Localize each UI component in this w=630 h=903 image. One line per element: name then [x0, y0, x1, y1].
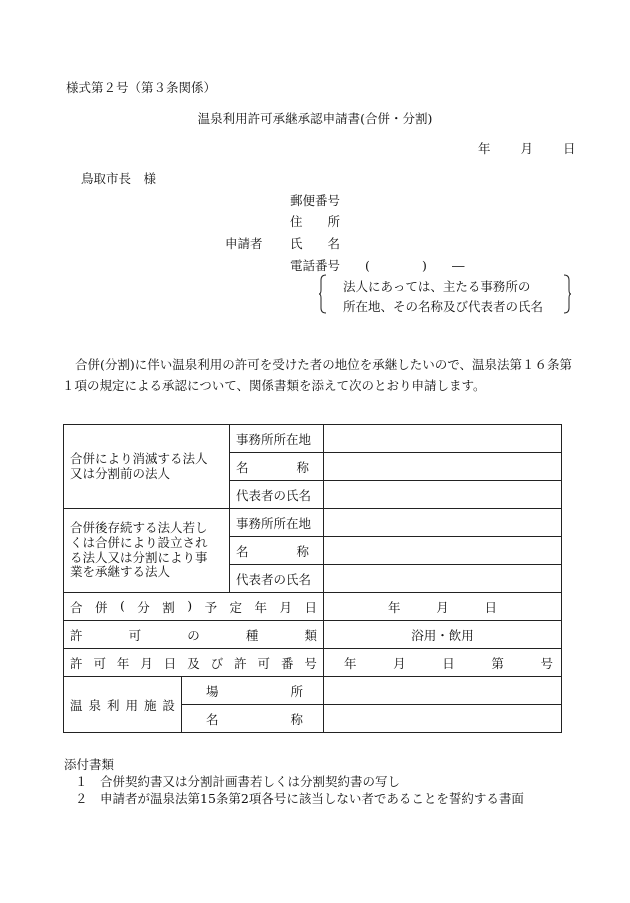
extinct-rep-label: 代表者の氏名 [230, 481, 324, 509]
corporate-note-line-2: 所在地、その名称及び代表者の氏名 [343, 299, 544, 314]
attachment-item-1: １ 合併契約書又は分割計画書若しくは分割契約書の写し [75, 774, 401, 789]
phone-open-paren: ( [365, 258, 370, 273]
facility-label: 温 泉 利 用 施 設 [64, 677, 182, 733]
phone-label: 電話番号 [290, 258, 341, 273]
date-year-label: 年 [478, 141, 491, 156]
application-date [478, 141, 576, 156]
surviving-name-label: 名 称 [230, 537, 324, 565]
document-title: 温泉利用許可承継承認申請書(合併・分割) [197, 111, 433, 126]
phone-dash: ― [452, 258, 465, 273]
corporate-note-line-1: 法人にあっては、主たる事務所の [343, 279, 531, 294]
date-month-label: 月 [520, 141, 534, 156]
facility-name-label: 名 称 [182, 705, 324, 733]
surviving-office-label: 事務所所在地 [230, 509, 324, 537]
extinct-corp-label: 合併により消滅する法人 又は分割前の法人 [64, 425, 230, 509]
addressee: 鳥取市長 様 [81, 171, 157, 186]
facility-place-field[interactable] [324, 677, 562, 705]
name-label: 氏 名 [290, 236, 341, 251]
surviving-rep-label: 代表者の氏名 [230, 565, 324, 593]
phone-close-paren: ) [422, 258, 427, 273]
date-day-label: 日 [563, 141, 576, 156]
application-statement [62, 354, 574, 396]
attachment-item-2: ２ 申請者が温泉法第15条第2項各号に該当しない者であることを誓約する書面 [75, 791, 524, 806]
permit-date-number-field[interactable]: 年 月 日 第 号 [324, 649, 562, 677]
corporate-note [343, 277, 543, 317]
applicant-label: 申請者 [225, 236, 263, 251]
surviving-office-field[interactable] [324, 509, 562, 537]
surviving-corp-label: 合併後存続する法人若し くは合併により設立され る法人又は分割により事 業を承継する法人 [64, 509, 230, 593]
extinct-office-field[interactable] [324, 425, 562, 453]
merger-date-label: 合 併 ( 分 割 ) 予 定 年 月 日 [64, 593, 324, 621]
facility-place-label: 場 所 [182, 677, 324, 705]
postal-code-label: 郵便番号 [290, 193, 341, 208]
permit-type-label: 許 可 の 種 類 [64, 621, 324, 649]
surviving-name-field[interactable] [324, 537, 562, 565]
attachments-title: 添付書類 [64, 757, 115, 772]
form-number: 様式第２号（第３条関係） [66, 80, 217, 95]
extinct-name-field[interactable] [324, 453, 562, 481]
permit-type-value[interactable]: 浴用・飲用 [324, 621, 562, 649]
permit-date-number-label: 許 可 年 月 日 及 び 許 可 番 号 [64, 649, 324, 677]
left-brace-icon [319, 274, 327, 314]
facility-name-field[interactable] [324, 705, 562, 733]
extinct-name-label: 名 称 [230, 453, 324, 481]
application-statement-text: 合併(分割)に伴い温泉利用の許可を受けた者の地位を承継したいので、温泉法第１６条第１項の規定による承認について、関係書類を添えて次のとおり申請します。 [62, 357, 573, 393]
right-brace-icon [563, 274, 571, 314]
surviving-rep-field[interactable] [324, 565, 562, 593]
application-table [63, 424, 562, 733]
extinct-rep-field[interactable] [324, 481, 562, 509]
merger-date-field[interactable]: 年 月 日 [324, 593, 562, 621]
extinct-office-label: 事務所所在地 [230, 425, 324, 453]
address-label: 住 所 [290, 214, 341, 229]
